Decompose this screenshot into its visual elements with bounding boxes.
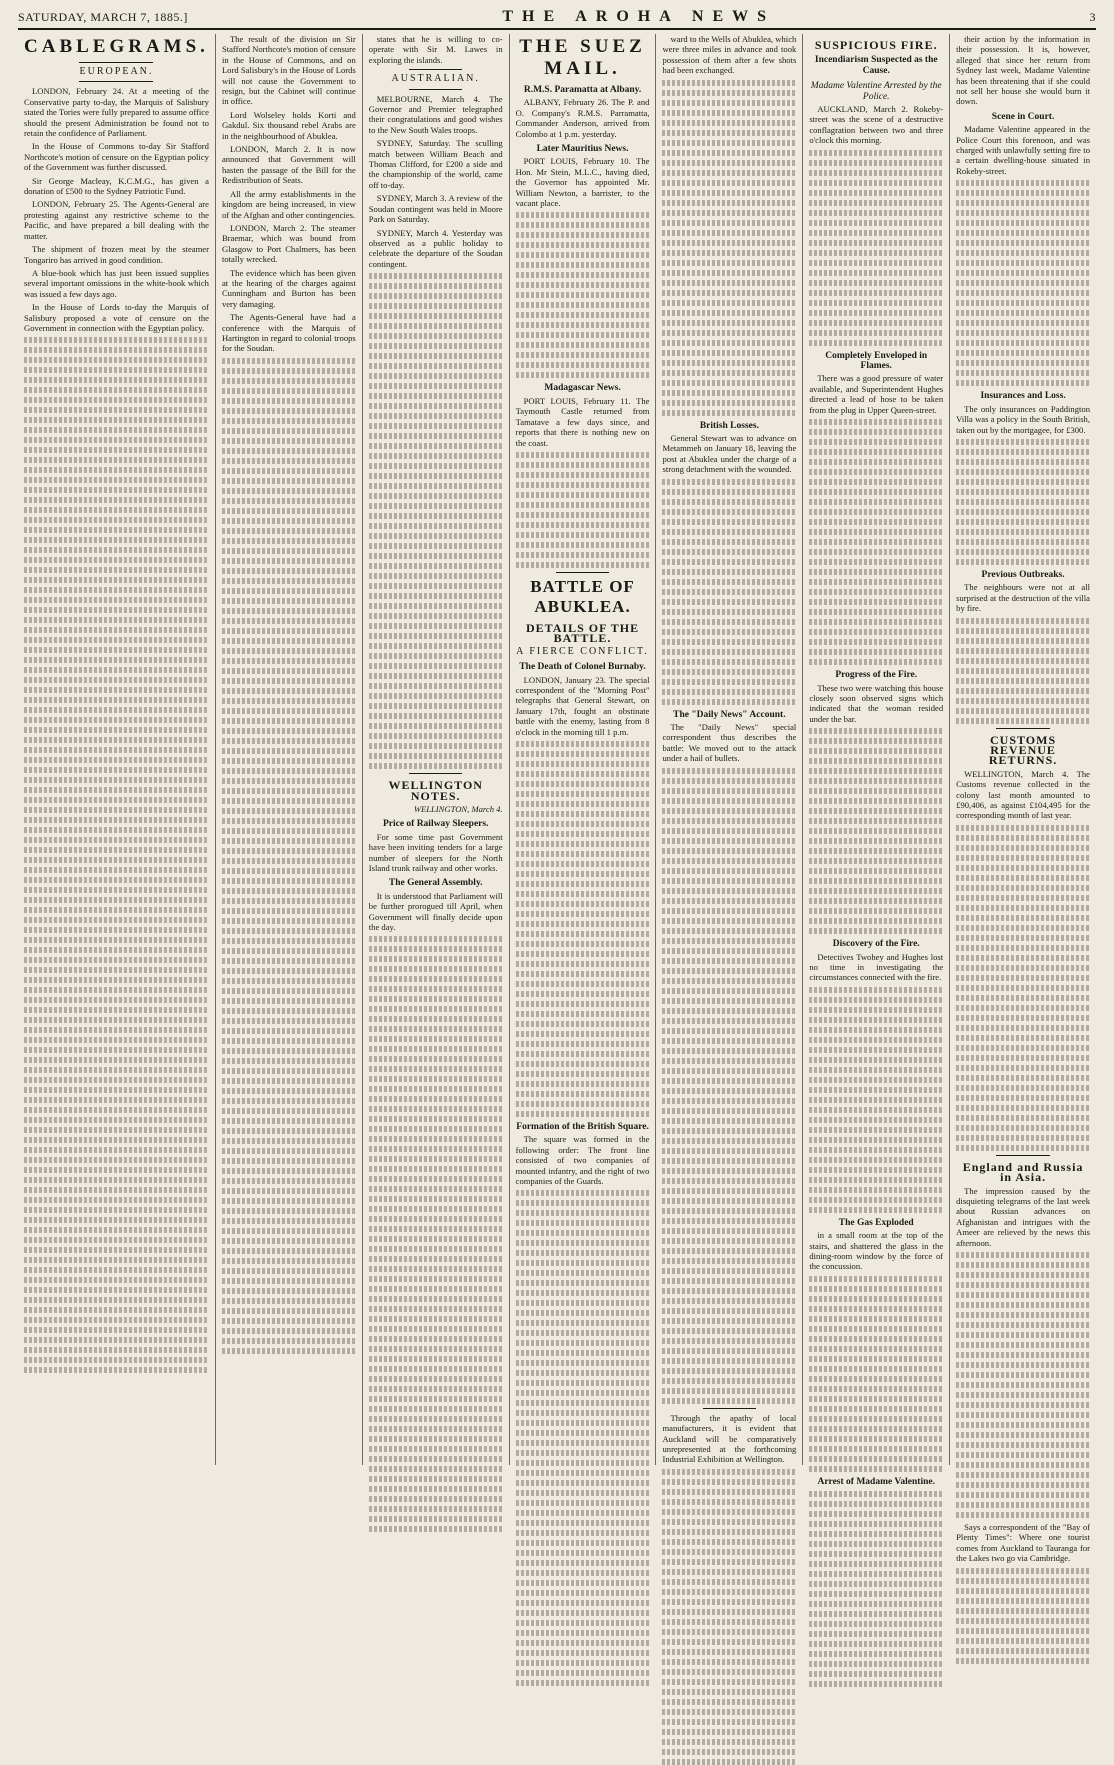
section-heading-england-russia: England and Russia in Asia. <box>962 1159 1084 1185</box>
text-filler <box>24 337 209 1373</box>
article-paragraph: ward to the Wells of Abuklea, which were three miles in advance and took possession of them after a few shots had been exchanged. <box>662 34 797 76</box>
subheading: The General Assembly. <box>388 878 483 889</box>
article-paragraph: Madame Valentine appeared in the Police Court this forenoon, and was charged with unlawfully setting fire to a certain dwelling-house situated in Rokeby-street. <box>956 124 1090 176</box>
subheading: Progress of the Fire. <box>835 670 918 681</box>
text-filler <box>956 1252 1090 1518</box>
article-paragraph: All the army establishments in the kingdom are being increased, in view of the Afghan and other contingencies. <box>221 188 356 220</box>
divider <box>79 81 153 82</box>
section-heading-suspicious-fire: SUSPICIOUS FIRE. <box>814 38 938 52</box>
text-filler <box>662 80 796 416</box>
section-heading-australian: AUSTRALIAN. <box>391 73 480 85</box>
subheading: The Death of Colonel Burnaby. <box>519 662 646 673</box>
divider <box>996 1155 1050 1156</box>
article-paragraph: Lord Wolseley holds Korti and Gakdul. Six thousand rebel Arabs are in the neighbourhood of Abuklea. <box>221 109 356 141</box>
article-paragraph: Detectives Twohey and Hughes lost no time in investigating the circumstances connected with the fire. <box>809 951 944 983</box>
text-filler <box>222 358 356 1354</box>
article-paragraph: The neighbours were not at all surprised at the destruction of the villa by fire. <box>956 582 1090 614</box>
divider <box>996 728 1050 729</box>
article-paragraph: There was a good pressure of water available, and Superintendent Hughes directed a lead of hose to be taken from the plug in Upper Queen-street. <box>809 373 944 415</box>
section-heading-customs-revenue: CUSTOMS REVENUE RETURNS. <box>988 732 1058 768</box>
article-columns <box>18 34 1096 1564</box>
article-paragraph: LONDON, March 2. It is now announced that Government will hasten the passage of the Bill for the Redistribution of Seats. <box>221 144 356 186</box>
subheading: British Losses. <box>699 420 759 431</box>
subheading: Scene in Court. <box>991 111 1055 122</box>
article-paragraph: WELLINGTON, March 4. The Customs revenue collected in the colony last month amounted to £90,406, as against £104,495 for the corresponding month of last year. <box>956 768 1090 821</box>
article-paragraph: SYDNEY, March 3. A review of the Soudan contingent was held in Moore Park on Saturday. <box>368 193 503 225</box>
divider <box>409 773 463 774</box>
text-filler <box>516 212 650 378</box>
divider <box>409 89 463 90</box>
subheading: Later Mauritius News. <box>536 144 629 155</box>
section-heading-cablegrams: CABLEGRAMS. <box>24 36 209 57</box>
text-filler <box>662 1469 796 1765</box>
subheading: Incendiarism Suspected as the Cause. <box>814 55 938 76</box>
text-filler <box>809 728 943 934</box>
section-subheading: DETAILS OF THE BATTLE. <box>525 620 640 646</box>
column-6 <box>803 34 950 1487</box>
article-paragraph: The square was formed in the following order: The front line consisted of two companies of mounted infantry, and the right of two companies of the Guards. <box>515 1134 650 1186</box>
dateline: WELLINGTON, March 4. <box>413 803 503 814</box>
text-filler <box>956 1568 1090 1664</box>
article-paragraph: The impression caused by the disquieting telegrams of the last week about Russian advances on Afghanistan and intrigues with the Ameer are relieved by the news this afternoon. <box>956 1185 1090 1248</box>
subheading: Madagascar News. <box>544 383 621 394</box>
text-filler <box>516 741 650 1117</box>
subheading: Insurances and Loss. <box>980 391 1066 402</box>
article-paragraph: LONDON, February 24. At a meeting of the Conservative party to-day, the Marquis of Salisbury stated the Tories were fully prepared to assume office should the present Administration be found not to retain the confidence of Parliament. <box>24 86 209 139</box>
article-paragraph: A blue-book which has just been issued supplies several important omissions in the white-book which was issued a few days ago. <box>24 267 209 299</box>
column-4 <box>510 34 657 1465</box>
header-date: SATURDAY, MARCH 7, 1885.] <box>18 9 188 24</box>
subheading: R.M.S. Paramatta at Albany. <box>523 85 642 95</box>
text-filler <box>662 479 796 705</box>
article-paragraph: General Stewart was to advance on Metammeh on January 18, leaving the post at Abuklea under the charge of a strong detachment with the wounded. <box>662 433 797 475</box>
article-paragraph: The only insurances on Paddington Villa was a policy in the South British, taken out by the mortgagee, for £300. <box>956 403 1090 435</box>
section-subheading: A FIERCE CONFLICT. <box>516 645 649 657</box>
subheading: Discovery of the Fire. <box>832 939 920 950</box>
subheading: Arrest of Madame Valentine. <box>817 1476 935 1487</box>
article-paragraph: LONDON, January 23. The special correspondent of the "Morning Post" telegraphs that General Stewart, on January 17th, fought an obstinate battle with the enemy, lasting from 8 o'clock in the morning till 1 p.m. <box>515 674 650 737</box>
article-paragraph: SYDNEY, Saturday. The sculling match between William Beach and Thomas Clifford, for £200 a side and the championship of the world, came off to-day. <box>368 138 503 190</box>
divider <box>409 69 463 70</box>
subheading: Price of Railway Sleepers. <box>382 819 489 830</box>
text-filler <box>809 1491 943 1687</box>
column-3 <box>363 34 510 1465</box>
article-paragraph: Says a correspondent of the "Bay of Plenty Times": Where one tourist comes from Auckland to Tauranga for the Lakes two go via Cambridge. <box>956 1522 1090 1564</box>
text-filler <box>516 1190 650 1686</box>
article-paragraph: SYDNEY, March 4. Yesterday was observed as a public holiday to celebrate the departure of the Soudan contingent. <box>368 227 503 269</box>
text-filler <box>809 419 943 665</box>
section-heading-wellington-notes: WELLINGTON NOTES. <box>388 778 483 803</box>
article-paragraph: PORT LOUIS, February 10. The Hon. Mr Stein, M.L.C., having died, the Governor has appointed Mr. William Newton, a barrister, to the vacant place. <box>515 156 650 209</box>
article-paragraph: PORT LOUIS, February 11. The Taymouth Castle returned from Tamatave a few days since, and reports that there is nothing new on the coast. <box>515 395 650 448</box>
text-filler <box>956 618 1090 724</box>
divider <box>556 572 610 573</box>
article-paragraph: LONDON, February 25. The Agents-General are protesting against any restrictive scheme to the Pacific, and have prepared a bill dealing with the matter. <box>24 199 209 241</box>
text-filler <box>662 768 796 1404</box>
article-paragraph: The "Daily News" special correspondent thus describes the battle: We moved out to the attack under a hail of bullets. <box>662 722 797 764</box>
text-filler <box>956 439 1090 565</box>
article-paragraph: These two were watching this house closely soon observed signs which indicated that the woman resided under the bar. <box>809 682 944 724</box>
page-header <box>18 6 1096 30</box>
text-filler <box>809 1276 943 1472</box>
article-paragraph: ALBANY, February 26. The P. and O. Company's R.M.S. Parramatta, Commander Anderson, arrived from Colombo at 1 p.m. yesterday. <box>515 97 650 139</box>
masthead-title: THE AROHA NEWS <box>502 8 776 25</box>
text-filler <box>809 150 943 346</box>
article-paragraph: Through the apathy of local manufacturers, it is evident that Auckland will be comparatively unrepresented at the forthcoming Industrial Exhibition at Wellington. <box>662 1412 797 1465</box>
text-filler <box>809 987 943 1213</box>
text-filler <box>516 452 650 568</box>
text-filler <box>369 273 503 769</box>
article-paragraph: AUCKLAND, March 2. Rokeby-street was the scene of a destructive conflagration between two and three o'clock this morning. <box>809 104 944 146</box>
article-paragraph: In the House of Commons to-day Sir Stafford Northcote's motion of censure on the Egyptian policy of the Government was further discussed. <box>24 141 209 173</box>
article-paragraph: MELBOURNE, March 4. The Governor and Premier telegraphed their congratulations and good wishes to the New South Wales troops. <box>368 93 503 135</box>
article-paragraph: Sir George Macleay, K.C.M.G., has given a donation of £500 to the Sydney Patriotic Fund. <box>24 175 209 197</box>
column-5 <box>656 34 803 1465</box>
page-number: 3 <box>1089 9 1096 24</box>
article-paragraph: states that he is willing to co-operate with Sir M. Lawes in exploring the islands. <box>368 34 503 65</box>
column-1 <box>18 34 216 1465</box>
article-paragraph: LONDON, March 2. The steamer Braemar, which was bound from Glasgow to Port Chalmers, has been totally wrecked. <box>221 222 356 265</box>
divider <box>703 1408 757 1409</box>
section-subheading-european: EUROPEAN. <box>79 66 154 77</box>
article-paragraph: In the House of Lords to-day the Marquis of Salisbury proposed a vote of censure on the Government in connection with the Egyptian policy. <box>24 302 209 333</box>
divider <box>79 62 153 63</box>
subheading: Previous Outbreaks. <box>981 569 1065 580</box>
section-heading-battle-of-abuklea: BATTLE OF ABUKLEA. <box>530 576 635 616</box>
article-paragraph: The Agents-General have had a conference with the Marquis of Hartington in regard to colonial troops for the Soudan. <box>221 312 356 354</box>
text-filler <box>956 180 1090 386</box>
article-paragraph: The result of the division on Sir Stafford Northcote's motion of censure in the House of Commons, and on Lord Salisbury's in the House of Lords will not cause the Government to resign, but the Cabinet will continue in office. <box>221 34 356 107</box>
text-filler <box>956 825 1090 1151</box>
article-paragraph: their action by the information in their possession. It is, however, alleged that since her return from Sydney last week, Madame Valentine has been threatening that if she could not sell her house she would burn it down. <box>956 34 1090 107</box>
article-paragraph: in a small room at the top of the stairs, and shattered the glass in the dining-room window by the force of the concussion. <box>809 1230 944 1272</box>
article-paragraph: It is understood that Parliament will be further prorogued till April, when Government will finally decide upon the day. <box>368 890 503 932</box>
subheading: The Gas Exploded <box>838 1217 914 1228</box>
section-heading-suez-mail: THE SUEZ MAIL. <box>519 36 646 79</box>
subheading: Completely Enveloped in Flames. <box>825 350 928 372</box>
subheading: Madame Valentine Arrested by the Police. <box>810 81 942 102</box>
column-7 <box>950 34 1096 1564</box>
subheading: The "Daily News" Account. <box>673 709 786 720</box>
article-paragraph: For some time past Government have been inviting tenders for a large number of sleepers for the North Island trunk railway and other works. <box>368 831 503 873</box>
text-filler <box>369 936 503 1532</box>
article-paragraph: The shipment of frozen meat by the steamer Tongariro has arrived in good condition. <box>24 244 209 265</box>
column-2 <box>216 34 363 1465</box>
article-paragraph: The evidence which has been given at the hearing of the charges against Cunningham and Burton has been very damaging. <box>221 267 356 309</box>
subheading: Formation of the British Square. <box>516 1121 649 1132</box>
